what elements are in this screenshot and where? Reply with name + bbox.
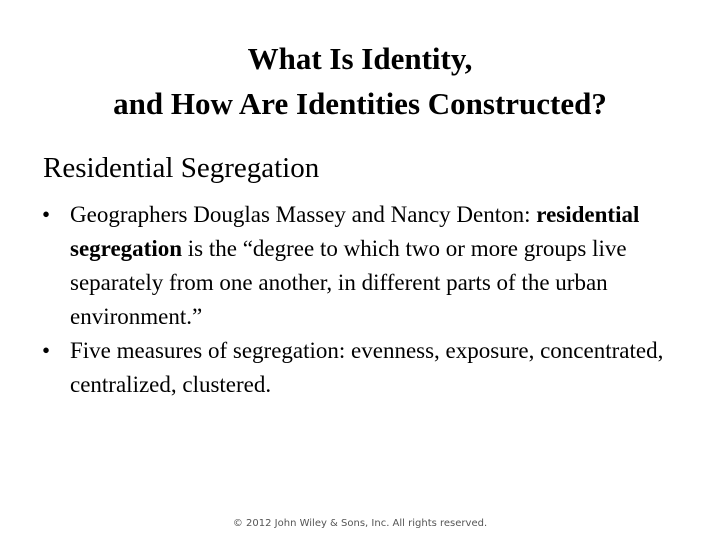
- bullet-text-measures: Five measures of segregation: evenness, exposure, concentrated, centralized, clustered.: [70, 338, 664, 397]
- bullet-item-measures: [42, 334, 682, 402]
- bullet-text-definition: is the “degree to which two or more groups live separately from one another, in different parts of the urban environment.”: [70, 236, 627, 329]
- bullet-list: [42, 198, 682, 402]
- title-line-2: and How Are Identities Constructed?: [113, 86, 607, 121]
- title-line-1: What Is Identity,: [247, 41, 473, 76]
- bullet-text-bold-term: residential segregation: [70, 202, 640, 261]
- bullet-marker: •: [42, 338, 51, 363]
- slide-title: [0, 36, 720, 126]
- copyright-footer: © 2012 John Wiley & Sons, Inc. All rights reserved.: [232, 518, 488, 529]
- section-heading: Residential Segregation: [43, 152, 320, 184]
- bullet-item-definition: [42, 198, 682, 334]
- bullet-marker: •: [42, 202, 51, 227]
- bullet-text-intro: Geographers Douglas Massey and Nancy Denton:: [70, 202, 537, 227]
